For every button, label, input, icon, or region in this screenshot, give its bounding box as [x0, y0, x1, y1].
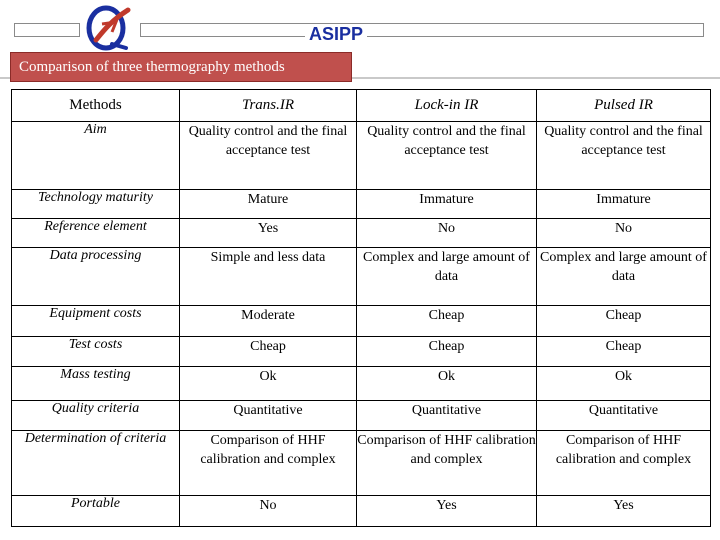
table-cell: Complex and large amount of data	[357, 248, 537, 306]
row-label: Quality criteria	[12, 401, 180, 431]
table-cell: Simple and less data	[180, 248, 357, 306]
row-label: Determination of criteria	[12, 431, 180, 496]
row-label: Test costs	[12, 337, 180, 367]
table-header-row	[12, 90, 711, 122]
table-cell: No	[180, 496, 357, 527]
slide-title: Comparison of three thermography methods	[11, 53, 351, 81]
table-cell: Moderate	[180, 306, 357, 337]
table-row	[12, 190, 711, 219]
table-cell: Yes	[180, 219, 357, 248]
table-cell: Cheap	[537, 337, 711, 367]
header-rule-right	[140, 23, 704, 37]
row-label: Mass testing	[12, 367, 180, 401]
table-cell: Immature	[357, 190, 537, 219]
table-cell: Cheap	[357, 337, 537, 367]
brand-title: ASIPP	[305, 24, 367, 45]
table-cell: Cheap	[537, 306, 711, 337]
table-row	[12, 496, 711, 527]
table-cell: No	[537, 219, 711, 248]
table-row	[12, 122, 711, 190]
table-cell: Quality control and the final acceptance test	[180, 122, 357, 190]
column-header-pulsed-ir: Pulsed IR	[537, 90, 711, 122]
table-cell: Quality control and the final acceptance test	[357, 122, 537, 190]
table-cell: Ok	[180, 367, 357, 401]
row-label: Reference element	[12, 219, 180, 248]
table-cell: Quantitative	[537, 401, 711, 431]
column-header-lock-in-ir: Lock-in IR	[357, 90, 537, 122]
table-cell: Yes	[357, 496, 537, 527]
row-label: Technology maturity	[12, 190, 180, 219]
table-row	[12, 367, 711, 401]
row-label: Equipment costs	[12, 306, 180, 337]
table-cell: Comparison of HHF calibration and complex	[537, 431, 711, 496]
table-cell: No	[357, 219, 537, 248]
table-cell: Cheap	[180, 337, 357, 367]
column-header-methods: Methods	[12, 90, 180, 122]
table-cell: Mature	[180, 190, 357, 219]
table-cell: Comparison of HHF calibration and complex	[180, 431, 357, 496]
table-cell: Quantitative	[357, 401, 537, 431]
asipp-logo-icon	[82, 2, 134, 52]
row-label: Portable	[12, 496, 180, 527]
table-cell: Quality control and the final acceptance test	[537, 122, 711, 190]
table-row	[12, 337, 711, 367]
table-cell: Immature	[537, 190, 711, 219]
table-row	[12, 401, 711, 431]
table-cell: Comparison of HHF calibration and complex	[357, 431, 537, 496]
table-cell: Ok	[537, 367, 711, 401]
table-row	[12, 248, 711, 306]
table-cell: Ok	[357, 367, 537, 401]
table-cell: Cheap	[357, 306, 537, 337]
comparison-table	[11, 89, 711, 527]
table-cell: Yes	[537, 496, 711, 527]
table-row	[12, 431, 711, 496]
table-cell: Complex and large amount of data	[537, 248, 711, 306]
table-cell: Quantitative	[180, 401, 357, 431]
column-header-trans-ir: Trans.IR	[180, 90, 357, 122]
header-rule-left	[14, 23, 80, 37]
table-row	[12, 219, 711, 248]
table-row	[12, 306, 711, 337]
row-label: Aim	[12, 122, 180, 190]
row-label: Data processing	[12, 248, 180, 306]
